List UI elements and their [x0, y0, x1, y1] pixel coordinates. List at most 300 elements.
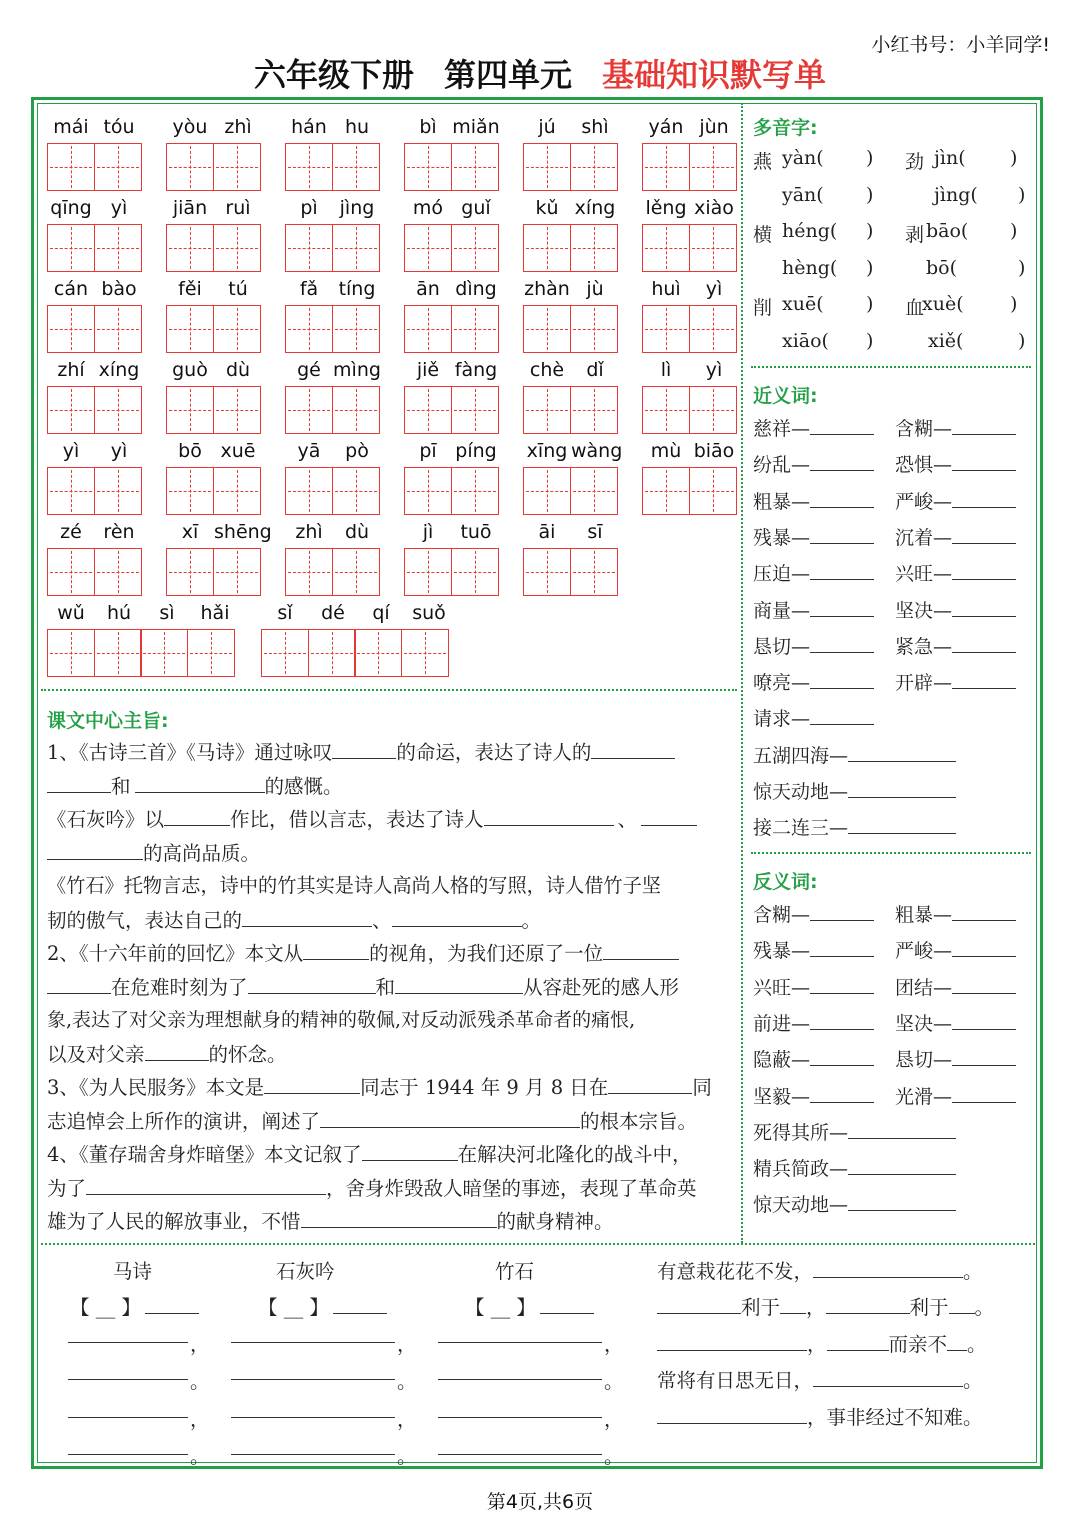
pinyin-syllable: jì — [422, 521, 434, 543]
answer-blank[interactable] — [810, 704, 874, 725]
answer-blank[interactable] — [603, 939, 679, 960]
tianzige-box[interactable] — [47, 305, 95, 353]
synonyms-item — [753, 414, 874, 441]
tianzige-box[interactable] — [332, 386, 380, 434]
polyphonic-heading: 多音字: — [753, 117, 818, 139]
pinyin-syllable: jìng — [339, 197, 375, 219]
pinyin-syllable: xīng — [526, 440, 568, 462]
antonyms-word: 团结— — [895, 976, 953, 999]
answer-blank[interactable] — [68, 1322, 188, 1343]
pinyin-label — [285, 359, 381, 385]
pinyin-label — [285, 521, 381, 547]
themes-heading: 课文中心主旨: — [47, 710, 169, 732]
theme-line-8 — [47, 972, 679, 1000]
answer-blank[interactable] — [780, 1293, 806, 1314]
pinyin-syllable: xíng — [574, 197, 616, 219]
antonyms-word: 兴旺— — [753, 976, 811, 999]
pinyin-label — [285, 278, 381, 304]
answer-blank[interactable] — [848, 777, 956, 798]
tianzige-box[interactable] — [187, 629, 235, 677]
tianzige-box[interactable] — [47, 224, 95, 272]
tianzige-box[interactable] — [451, 305, 499, 353]
answer-blank[interactable] — [952, 973, 1016, 994]
answer-blank[interactable] — [952, 487, 1016, 508]
theme-text: 的感慨。 — [264, 775, 343, 798]
tianzige-box[interactable] — [404, 305, 452, 353]
tianzige-box[interactable] — [404, 386, 452, 434]
polyphonic-reading: ) — [1010, 293, 1018, 315]
pinyin-label — [166, 278, 262, 304]
tianzige-box[interactable] — [570, 548, 618, 596]
antonyms-item — [753, 973, 874, 1000]
writing-boxes — [642, 467, 735, 515]
pinyin-syllable: zhì — [295, 521, 323, 543]
answer-blank[interactable] — [952, 668, 1016, 689]
polyphonic-reading: yān( — [782, 183, 824, 206]
tianzige-box[interactable] — [166, 224, 214, 272]
synonyms-word: 商量— — [753, 599, 811, 622]
proverb-text: 常将有日思无日， — [657, 1369, 814, 1392]
pinyin-syllable: xī — [181, 521, 199, 543]
polyphonic-reading: ) — [866, 220, 874, 242]
synonyms-word: 粗暴— — [753, 490, 811, 513]
writing-boxes — [285, 467, 378, 515]
poem-title: 石灰吟 — [276, 1260, 335, 1283]
tianzige-box[interactable] — [332, 467, 380, 515]
tianzige-box[interactable] — [404, 143, 452, 191]
answer-blank[interactable] — [591, 738, 675, 759]
tianzige-box[interactable] — [642, 143, 690, 191]
answer-blank[interactable] — [827, 1330, 889, 1351]
pinyin-syllable: zé — [60, 521, 82, 543]
tianzige-box[interactable] — [166, 467, 214, 515]
theme-line-11 — [47, 1072, 712, 1100]
synonyms-word: 严峻— — [895, 490, 953, 513]
answer-blank[interactable] — [641, 805, 697, 826]
theme-text: 的高尚品质。 — [143, 842, 261, 865]
tianzige-box[interactable] — [642, 386, 690, 434]
answer-blank[interactable] — [438, 1434, 602, 1455]
antonyms-item — [753, 1082, 874, 1109]
tianzige-box[interactable] — [94, 143, 142, 191]
answer-blank[interactable] — [810, 632, 874, 653]
answer-blank[interactable] — [231, 1322, 395, 1343]
tianzige-box[interactable] — [285, 305, 333, 353]
answer-blank[interactable] — [438, 1322, 602, 1343]
pinyin-syllable: yòu — [172, 116, 208, 138]
writing-boxes — [404, 386, 497, 434]
tianzige-box[interactable] — [140, 629, 188, 677]
tianzige-box[interactable] — [523, 386, 571, 434]
tianzige-box[interactable] — [689, 143, 737, 191]
answer-blank[interactable] — [333, 1293, 387, 1314]
pinyin-label — [47, 521, 143, 547]
pinyin-syllable: hǎi — [200, 602, 230, 624]
synonyms-word: 请求— — [753, 708, 811, 731]
proverb-text: 。 — [974, 1296, 995, 1319]
author-bracket[interactable]: 【 __ 】 — [70, 1296, 141, 1319]
answer-blank[interactable] — [657, 1293, 741, 1314]
theme-text: 在解决河北隆化的战斗中， — [457, 1143, 692, 1166]
writing-boxes — [166, 224, 259, 272]
poem-author-line — [70, 1292, 199, 1320]
synonyms-item — [895, 487, 1016, 514]
writing-boxes — [47, 467, 140, 515]
antonyms-idiom — [753, 1190, 956, 1217]
writing-boxes — [285, 305, 378, 353]
antonyms-item — [895, 936, 1016, 963]
pinyin-syllable: mìng — [333, 359, 381, 381]
tianzige-box[interactable] — [451, 467, 499, 515]
author-bracket[interactable]: 【 __ 】 — [258, 1296, 329, 1319]
pinyin-syllable: xuē — [220, 440, 256, 462]
theme-line-4 — [47, 838, 260, 866]
answer-blank[interactable] — [395, 973, 523, 994]
tianzige-box[interactable] — [451, 386, 499, 434]
credit-text: 小红书号：小羊同学! — [871, 34, 1050, 56]
proverb-text: 而亲不 — [888, 1333, 948, 1356]
pinyin-syllable: tuō — [460, 521, 492, 543]
polyphonic-reading: xuè( — [922, 293, 964, 315]
pinyin-label — [404, 440, 500, 466]
answer-blank[interactable] — [540, 1293, 594, 1314]
pinyin-label — [47, 359, 143, 385]
tianzige-box[interactable] — [642, 305, 690, 353]
theme-text: 和 — [111, 775, 131, 798]
pinyin-syllable: xíng — [98, 359, 140, 381]
theme-text: 志追悼会上所作的演讲，阐述了 — [47, 1110, 321, 1133]
tianzige-box[interactable] — [570, 386, 618, 434]
proverb-text: 。 — [963, 1369, 983, 1392]
tianzige-box[interactable] — [523, 305, 571, 353]
tianzige-box[interactable] — [308, 629, 356, 677]
answer-blank[interactable] — [952, 1045, 1016, 1066]
tianzige-box[interactable] — [285, 548, 333, 596]
synonyms-item — [753, 450, 874, 477]
theme-text: 韧的傲气，表达自己的 — [47, 909, 243, 932]
answer-blank[interactable] — [810, 1082, 874, 1103]
theme-text: 、 — [372, 909, 392, 932]
writing-boxes — [166, 548, 259, 596]
tianzige-box[interactable] — [523, 467, 571, 515]
answer-blank[interactable] — [68, 1434, 188, 1455]
tianzige-box[interactable] — [332, 548, 380, 596]
pinyin-label — [285, 440, 381, 466]
theme-text: 的视角，为我们还原了一位 — [369, 942, 604, 965]
answer-blank[interactable] — [484, 805, 614, 826]
tianzige-box[interactable] — [261, 629, 309, 677]
tianzige-box[interactable] — [213, 305, 261, 353]
polyphonic-reading: ) — [866, 147, 874, 169]
tianzige-box[interactable] — [332, 143, 380, 191]
pinyin-label — [47, 197, 143, 223]
answer-blank[interactable] — [952, 523, 1016, 544]
answer-blank[interactable] — [848, 1154, 956, 1175]
theme-text: 的根本宗旨。 — [580, 1110, 698, 1133]
antonyms-word: 粗暴— — [895, 904, 953, 926]
synonyms-word: 恳切— — [753, 635, 811, 658]
answer-blank[interactable] — [438, 1397, 602, 1418]
writing-boxes — [47, 386, 140, 434]
pinyin-syllable: tóu — [103, 116, 135, 138]
synonyms-item — [753, 559, 874, 586]
tianzige-box[interactable] — [523, 548, 571, 596]
tianzige-box[interactable] — [166, 386, 214, 434]
tianzige-box[interactable] — [354, 629, 402, 677]
answer-blank[interactable] — [810, 936, 874, 957]
tianzige-box[interactable] — [213, 548, 261, 596]
theme-text: 的怀念。 — [208, 1043, 287, 1066]
answer-blank[interactable] — [810, 596, 874, 617]
writing-boxes — [166, 467, 259, 515]
tianzige-box[interactable] — [213, 467, 261, 515]
writing-boxes — [47, 548, 140, 596]
page-title — [0, 50, 1080, 96]
theme-text: 雄为了人民的解放事业，不惜 — [47, 1210, 301, 1233]
answer-blank[interactable] — [952, 1009, 1016, 1030]
answer-blank[interactable] — [231, 1359, 395, 1380]
answer-blank[interactable] — [438, 1359, 602, 1380]
synonyms-item — [753, 596, 874, 623]
theme-line-10 — [47, 1039, 287, 1067]
answer-blank[interactable] — [248, 973, 376, 994]
synonyms-word: 嘹亮— — [753, 672, 811, 695]
writing-boxes — [523, 386, 616, 434]
tianzige-box[interactable] — [213, 143, 261, 191]
answer-blank[interactable] — [810, 1045, 874, 1066]
tianzige-box[interactable] — [47, 629, 95, 677]
tianzige-box[interactable] — [213, 386, 261, 434]
answer-blank[interactable] — [164, 805, 230, 826]
pinyin-label — [47, 440, 143, 466]
answer-blank[interactable] — [657, 1330, 807, 1351]
tianzige-box[interactable] — [94, 305, 142, 353]
answer-blank[interactable] — [813, 1366, 963, 1387]
synonyms-item — [753, 632, 874, 659]
pinyin-label — [404, 116, 500, 142]
writing-boxes — [642, 305, 735, 353]
answer-blank[interactable] — [242, 906, 372, 927]
answer-blank[interactable] — [949, 1293, 975, 1314]
tianzige-box[interactable] — [94, 224, 142, 272]
antonyms-word: 坚决— — [895, 1012, 953, 1035]
antonyms-word: 前进— — [753, 1012, 811, 1035]
proverb-line-1 — [657, 1256, 983, 1284]
author-bracket[interactable]: 【 __ 】 — [465, 1296, 536, 1319]
polyphonic-char: 血 — [905, 297, 925, 319]
answer-blank[interactable] — [947, 1330, 967, 1351]
answer-blank[interactable] — [264, 1073, 360, 1094]
pinyin-syllable: lěng — [645, 197, 687, 219]
polyphonic-reading: ) — [1010, 220, 1018, 242]
antonyms-item — [753, 1045, 874, 1072]
antonyms-word: 隐蔽— — [753, 1049, 811, 1072]
answer-blank[interactable] — [848, 741, 956, 762]
antonyms-word: 残暴— — [753, 940, 811, 963]
answer-blank[interactable] — [952, 632, 1016, 653]
pinyin-syllable: yā — [297, 440, 321, 462]
tianzige-box[interactable] — [94, 548, 142, 596]
theme-line-14 — [47, 1173, 697, 1201]
answer-blank[interactable] — [952, 414, 1016, 435]
answer-blank[interactable] — [952, 559, 1016, 580]
answer-blank[interactable] — [848, 1190, 956, 1211]
punctuation-mark: 。 — [190, 1445, 210, 1468]
tianzige-box[interactable] — [451, 143, 499, 191]
tianzige-box[interactable] — [213, 224, 261, 272]
antonyms-word: 光滑— — [895, 1085, 953, 1108]
synonyms-word: 恐惧— — [895, 454, 953, 477]
pinyin-label — [642, 197, 738, 223]
synonyms-item — [895, 596, 1016, 623]
tianzige-box[interactable] — [166, 143, 214, 191]
answer-blank[interactable] — [68, 1359, 188, 1380]
theme-line-6 — [47, 905, 541, 933]
writing-boxes — [642, 386, 735, 434]
answer-blank[interactable] — [810, 523, 874, 544]
answer-blank[interactable] — [301, 1207, 497, 1228]
answer-blank[interactable] — [848, 1118, 956, 1139]
writing-boxes — [523, 548, 616, 596]
answer-blank[interactable] — [810, 559, 874, 580]
tianzige-box[interactable] — [523, 143, 571, 191]
pinyin-syllable: xiào — [694, 197, 734, 219]
tianzige-box[interactable] — [94, 386, 142, 434]
tianzige-box[interactable] — [47, 548, 95, 596]
tianzige-box[interactable] — [642, 467, 690, 515]
tianzige-box[interactable] — [285, 143, 333, 191]
poem-title: 竹石 — [495, 1260, 535, 1283]
tianzige-box[interactable] — [285, 467, 333, 515]
tianzige-box[interactable] — [689, 224, 737, 272]
pinyin-syllable: jùn — [699, 116, 729, 138]
tianzige-box[interactable] — [689, 467, 737, 515]
pinyin-syllable: pò — [345, 440, 369, 462]
answer-blank[interactable] — [810, 487, 874, 508]
tianzige-box[interactable] — [523, 224, 571, 272]
answer-blank[interactable] — [810, 414, 874, 435]
answer-blank[interactable] — [810, 900, 874, 921]
answer-blank[interactable] — [392, 906, 522, 927]
synonyms-item — [753, 704, 874, 731]
tianzige-box[interactable] — [47, 143, 95, 191]
tianzige-box[interactable] — [94, 467, 142, 515]
answer-blank[interactable] — [47, 772, 111, 793]
answer-blank[interactable] — [810, 973, 874, 994]
tianzige-box[interactable] — [689, 305, 737, 353]
answer-blank[interactable] — [952, 900, 1016, 921]
polyphonic-reading: ) — [866, 256, 874, 279]
tianzige-box[interactable] — [47, 467, 95, 515]
polyphonic-reading: ) — [866, 329, 874, 352]
answer-blank[interactable] — [47, 839, 143, 860]
writing-boxes — [523, 224, 616, 272]
answer-blank[interactable] — [848, 813, 956, 834]
antonyms-word: 恳切— — [895, 1049, 953, 1072]
answer-blank[interactable] — [952, 936, 1016, 957]
answer-blank[interactable] — [810, 1009, 874, 1030]
writing-boxes — [285, 548, 378, 596]
pinyin-syllable: jú — [538, 116, 556, 138]
answer-blank[interactable] — [952, 596, 1016, 617]
answer-blank[interactable] — [332, 738, 396, 759]
antonyms-item — [753, 1009, 874, 1036]
tianzige-box[interactable] — [94, 629, 142, 677]
answer-blank[interactable] — [952, 1082, 1016, 1103]
proverb-line-4 — [657, 1365, 983, 1393]
antonyms-item — [895, 1045, 1016, 1072]
answer-blank[interactable] — [320, 1107, 580, 1128]
tianzige-box[interactable] — [404, 548, 452, 596]
tianzige-box[interactable] — [332, 224, 380, 272]
antonyms-item — [895, 973, 1016, 1000]
answer-blank[interactable] — [68, 1397, 188, 1418]
tianzige-box[interactable] — [642, 224, 690, 272]
proverb-text: ， — [807, 1333, 827, 1356]
tianzige-box[interactable] — [166, 305, 214, 353]
answer-blank[interactable] — [810, 450, 874, 471]
tianzige-box[interactable] — [285, 224, 333, 272]
answer-blank[interactable] — [231, 1397, 395, 1418]
pinyin-syllable: guò — [172, 359, 208, 381]
theme-text: 和 — [375, 976, 396, 999]
answer-blank[interactable] — [86, 1174, 326, 1195]
tianzige-box[interactable] — [451, 548, 499, 596]
tianzige-box[interactable] — [689, 386, 737, 434]
tianzige-box[interactable] — [451, 224, 499, 272]
tianzige-box[interactable] — [401, 629, 449, 677]
proverb-text: ， — [806, 1296, 826, 1319]
antonyms-item — [895, 1082, 1016, 1109]
answer-blank[interactable] — [362, 1140, 458, 1161]
tianzige-box[interactable] — [570, 305, 618, 353]
polyphonic-reading: ) — [866, 183, 874, 206]
pinyin-syllable: shì — [581, 116, 609, 138]
answer-blank[interactable] — [952, 450, 1016, 471]
pinyin-label — [523, 278, 619, 304]
answer-blank[interactable] — [145, 1040, 209, 1061]
tianzige-box[interactable] — [570, 143, 618, 191]
tianzige-box[interactable] — [47, 386, 95, 434]
tianzige-box[interactable] — [404, 224, 452, 272]
answer-blank[interactable] — [135, 772, 265, 793]
theme-line-12 — [47, 1106, 697, 1134]
answer-blank[interactable] — [303, 939, 369, 960]
answer-blank[interactable] — [145, 1293, 199, 1314]
proverb-line-3 — [657, 1329, 987, 1357]
pinyin-syllable: hán — [291, 116, 327, 138]
writing-boxes — [642, 224, 735, 272]
tianzige-box[interactable] — [285, 386, 333, 434]
answer-blank[interactable] — [231, 1434, 395, 1455]
answer-blank[interactable] — [608, 1073, 692, 1094]
answer-blank[interactable] — [810, 668, 874, 689]
tianzige-box[interactable] — [332, 305, 380, 353]
answer-blank[interactable] — [657, 1403, 807, 1424]
pinyin-syllable: mó — [412, 197, 444, 219]
answer-blank[interactable] — [47, 973, 111, 994]
answer-blank[interactable] — [813, 1257, 963, 1278]
pinyin-syllable: miǎn — [452, 116, 500, 138]
tianzige-box[interactable] — [166, 548, 214, 596]
tianzige-box[interactable] — [404, 467, 452, 515]
answer-blank[interactable] — [826, 1293, 910, 1314]
writing-boxes — [523, 143, 616, 191]
tianzige-box[interactable] — [570, 467, 618, 515]
tianzige-box[interactable] — [570, 224, 618, 272]
pinyin-label — [404, 278, 500, 304]
antonyms-idiom — [753, 1154, 956, 1181]
